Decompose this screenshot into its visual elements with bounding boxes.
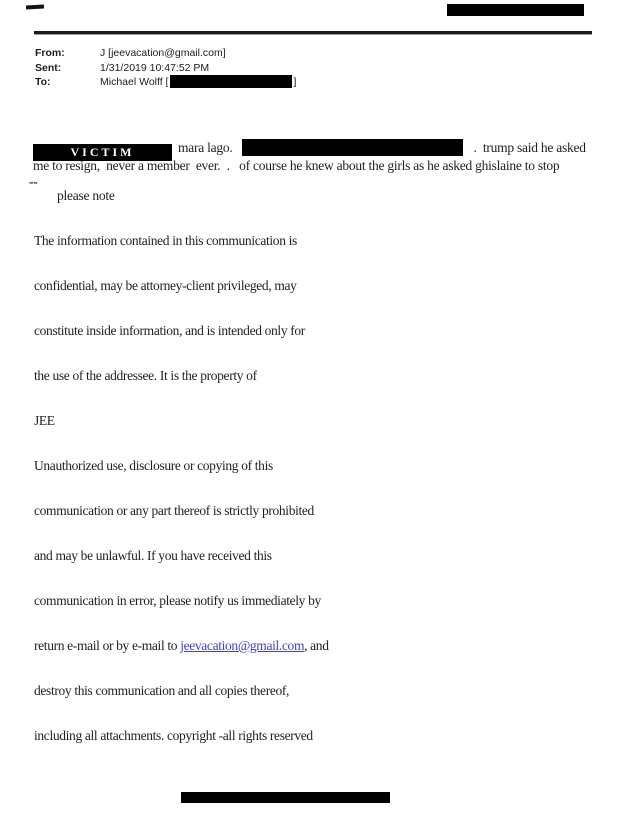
disclaimer-line: constitute inside information, and is intended only for — [34, 323, 305, 338]
header-row-to — [35, 75, 296, 90]
from-label: From: — [35, 47, 65, 59]
header-divider-rule — [34, 31, 592, 35]
email-link[interactable]: jeevacation@gmail.com — [180, 638, 305, 653]
header-row-from — [35, 46, 296, 61]
disclaimer-line: and may be unlawful. If you have received this — [34, 548, 272, 563]
link-line-after: , and — [304, 638, 329, 653]
disclaimer-link-line — [34, 638, 329, 653]
link-line-before: return e-mail or by e-mail to — [34, 638, 181, 653]
to-value — [100, 75, 296, 90]
sent-label: Sent: — [35, 61, 62, 74]
from-value: J [jeevacation@gmail.com] — [100, 47, 226, 59]
redaction-bar-bottom — [181, 792, 390, 803]
scan-corner-mark — [26, 5, 44, 10]
body-line-2: me to resign, never a member ever. . of course he knew about the girls as he asked ghislaine to stop — [33, 158, 560, 173]
signature-separator: -- — [29, 174, 38, 189]
to-label: To: — [35, 76, 51, 88]
to-value-suffix: ] — [293, 76, 297, 88]
disclaimer-line: including all attachments. copyright -all rights reserved — [34, 728, 313, 743]
redaction-bar-to-address — [170, 75, 292, 88]
disclaimer-line: JEE — [34, 413, 55, 428]
disclaimer-line: The information contained in this communication is — [34, 233, 297, 248]
line1-text-mara-lago: mara lago. — [178, 140, 233, 155]
header-row-sent — [35, 61, 296, 76]
redaction-bar-top-right — [447, 4, 584, 16]
victim-label: VICTIM — [70, 145, 135, 159]
disclaimer-line: destroy this communication and all copies thereof, — [34, 683, 290, 698]
please-note-line: please note — [57, 188, 115, 203]
disclaimer-line: communication in error, please notify us immediately by — [34, 593, 321, 608]
to-value-prefix: Michael Wolff [ — [100, 76, 169, 88]
redaction-bar-line1 — [242, 139, 463, 156]
email-header — [35, 46, 296, 90]
disclaimer-line: the use of the addressee. It is the property of — [34, 368, 257, 383]
disclaimer-line: confidential, may be attorney-client privileged, may — [34, 278, 297, 293]
sent-value: 1/31/2019 10:47:52 PM — [100, 61, 210, 74]
disclaimer-line: Unauthorized use, disclosure or copying of this — [34, 458, 273, 473]
line1-text-trump: . trump said he asked — [473, 140, 586, 155]
disclaimer-block — [34, 203, 329, 773]
disclaimer-line: communication or any part thereof is strictly prohibited — [34, 503, 314, 518]
